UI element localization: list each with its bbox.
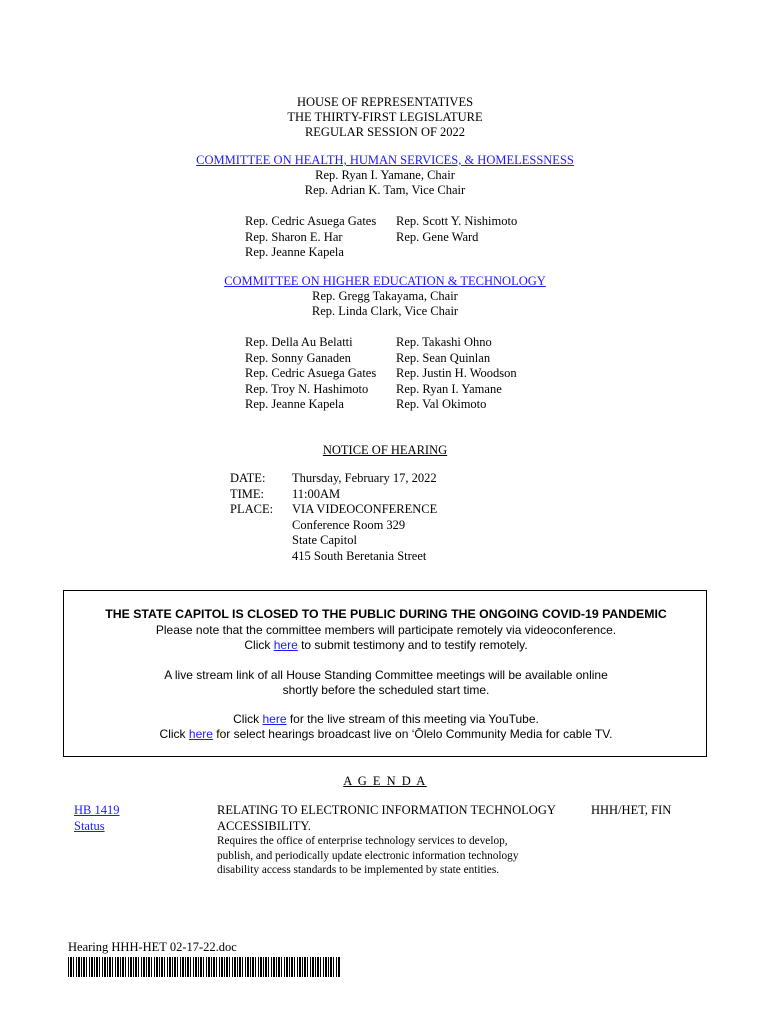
bill-subject-line-2: ACCESSIBILITY. bbox=[217, 818, 311, 833]
member: Rep. Sharon E. Har bbox=[245, 229, 343, 244]
member: Rep. Cedric Asuega Gates bbox=[245, 214, 377, 228]
bill-subject bbox=[217, 803, 556, 834]
bill-description bbox=[217, 834, 518, 878]
place-line: State Capitol bbox=[292, 533, 357, 547]
member: Rep. Della Au Belatti bbox=[245, 335, 353, 349]
date-label: DATE: bbox=[230, 471, 266, 485]
committee-het-vice-chair: Rep. Linda Clark, Vice Chair bbox=[311, 304, 459, 318]
hearing-values bbox=[292, 471, 437, 564]
committee-hhh-members-left bbox=[245, 214, 376, 261]
committee-het-members-right bbox=[396, 335, 517, 413]
livestream-line-2: shortly before the scheduled start time. bbox=[282, 683, 490, 697]
footer-filename: Hearing HHH-HET 02-17-22.doc bbox=[68, 940, 237, 954]
member: Rep. Sean Quinlan bbox=[396, 350, 491, 365]
committee-hhh-members-right bbox=[396, 214, 517, 245]
testimony-here-link[interactable]: here bbox=[273, 638, 298, 652]
header-line-3: REGULAR SESSION OF 2022 bbox=[304, 125, 466, 139]
date-value: Thursday, February 17, 2022 bbox=[292, 471, 437, 485]
testimony-line: Click here to submit testimony and to testify remotely. bbox=[244, 638, 528, 652]
youtube-here-link[interactable]: here bbox=[262, 712, 287, 726]
bill-links bbox=[74, 803, 120, 834]
member: Rep. Jeanne Kapela bbox=[245, 397, 344, 411]
place-label: PLACE: bbox=[230, 502, 274, 516]
committee-hhh-chair: Rep. Ryan I. Yamane, Chair bbox=[315, 168, 455, 182]
member: Rep. Justin H. Woodson bbox=[396, 366, 517, 380]
member: Rep. Cedric Asuega Gates bbox=[245, 366, 377, 380]
time-value: 11:00AM bbox=[292, 486, 341, 501]
document-header bbox=[0, 95, 770, 140]
videoconference-note: Please note that the committee members will participate remotely via videoconference. bbox=[155, 623, 617, 637]
committee-hhh-link[interactable]: COMMITTEE ON HEALTH, HUMAN SERVICES, & HOMELESSNESS bbox=[196, 153, 574, 167]
bill-referral: HHH/HET, FIN bbox=[591, 803, 672, 817]
header-line-2: THE THIRTY-FIRST LEGISLATURE bbox=[287, 110, 483, 124]
member: Rep. Sonny Ganaden bbox=[245, 350, 351, 365]
committee-hhh bbox=[0, 153, 770, 198]
hearing-labels bbox=[230, 471, 273, 518]
committee-hhh-vice-chair: Rep. Adrian K. Tam, Vice Chair bbox=[304, 183, 466, 197]
member: Rep. Gene Ward bbox=[396, 229, 479, 244]
member: Rep. Troy N. Hashimoto bbox=[245, 381, 369, 396]
olelo-line: Click here for select hearings broadcast live on ‘Ōlelo Community Media for cable TV. bbox=[159, 727, 613, 741]
covid-notice-box bbox=[63, 590, 707, 757]
youtube-line: Click here for the live stream of this meeting via YouTube. bbox=[233, 712, 539, 726]
bill-desc-line: publish, and periodically update electronic information technology bbox=[217, 849, 519, 862]
barcode bbox=[68, 957, 340, 977]
agenda-title: A G E N D A bbox=[343, 774, 427, 788]
member: Rep. Takashi Ohno bbox=[396, 335, 492, 349]
committee-het bbox=[0, 274, 770, 319]
bill-desc-line: disability access standards to be implemented by state entities. bbox=[217, 864, 500, 876]
covid-headline: THE STATE CAPITOL IS CLOSED TO THE PUBLIC DURING THE ONGOING COVID-19 PANDEMIC bbox=[105, 607, 667, 621]
member: Rep. Scott Y. Nishimoto bbox=[396, 214, 518, 228]
notice-title: NOTICE OF HEARING bbox=[322, 443, 448, 457]
bill-link-hb1419[interactable]: HB 1419 bbox=[74, 803, 120, 817]
member: Rep. Ryan I. Yamane bbox=[396, 381, 502, 396]
committee-het-members-left bbox=[245, 335, 376, 413]
bill-subject-line-1: RELATING TO ELECTRONIC INFORMATION TECHNOLOGY bbox=[217, 803, 556, 817]
place-line: Conference Room 329 bbox=[292, 517, 406, 532]
committee-het-chair: Rep. Gregg Takayama, Chair bbox=[312, 289, 458, 303]
place-line: 415 South Beretania Street bbox=[292, 548, 427, 563]
livestream-line-1: A live stream link of all House Standing Committee meetings will be available online bbox=[164, 668, 608, 682]
olelo-here-link[interactable]: here bbox=[188, 727, 213, 741]
bill-status-link[interactable]: Status bbox=[74, 818, 105, 833]
committee-het-link[interactable]: COMMITTEE ON HIGHER EDUCATION & TECHNOLOGY bbox=[224, 274, 546, 288]
member: Rep. Jeanne Kapela bbox=[245, 245, 344, 259]
member: Rep. Val Okimoto bbox=[396, 397, 487, 411]
time-label: TIME: bbox=[230, 486, 265, 501]
header-line-1: HOUSE OF REPRESENTATIVES bbox=[296, 95, 474, 109]
place-line: VIA VIDEOCONFERENCE bbox=[292, 502, 438, 516]
bill-desc-line: Requires the office of enterprise technology services to develop, bbox=[217, 835, 508, 847]
